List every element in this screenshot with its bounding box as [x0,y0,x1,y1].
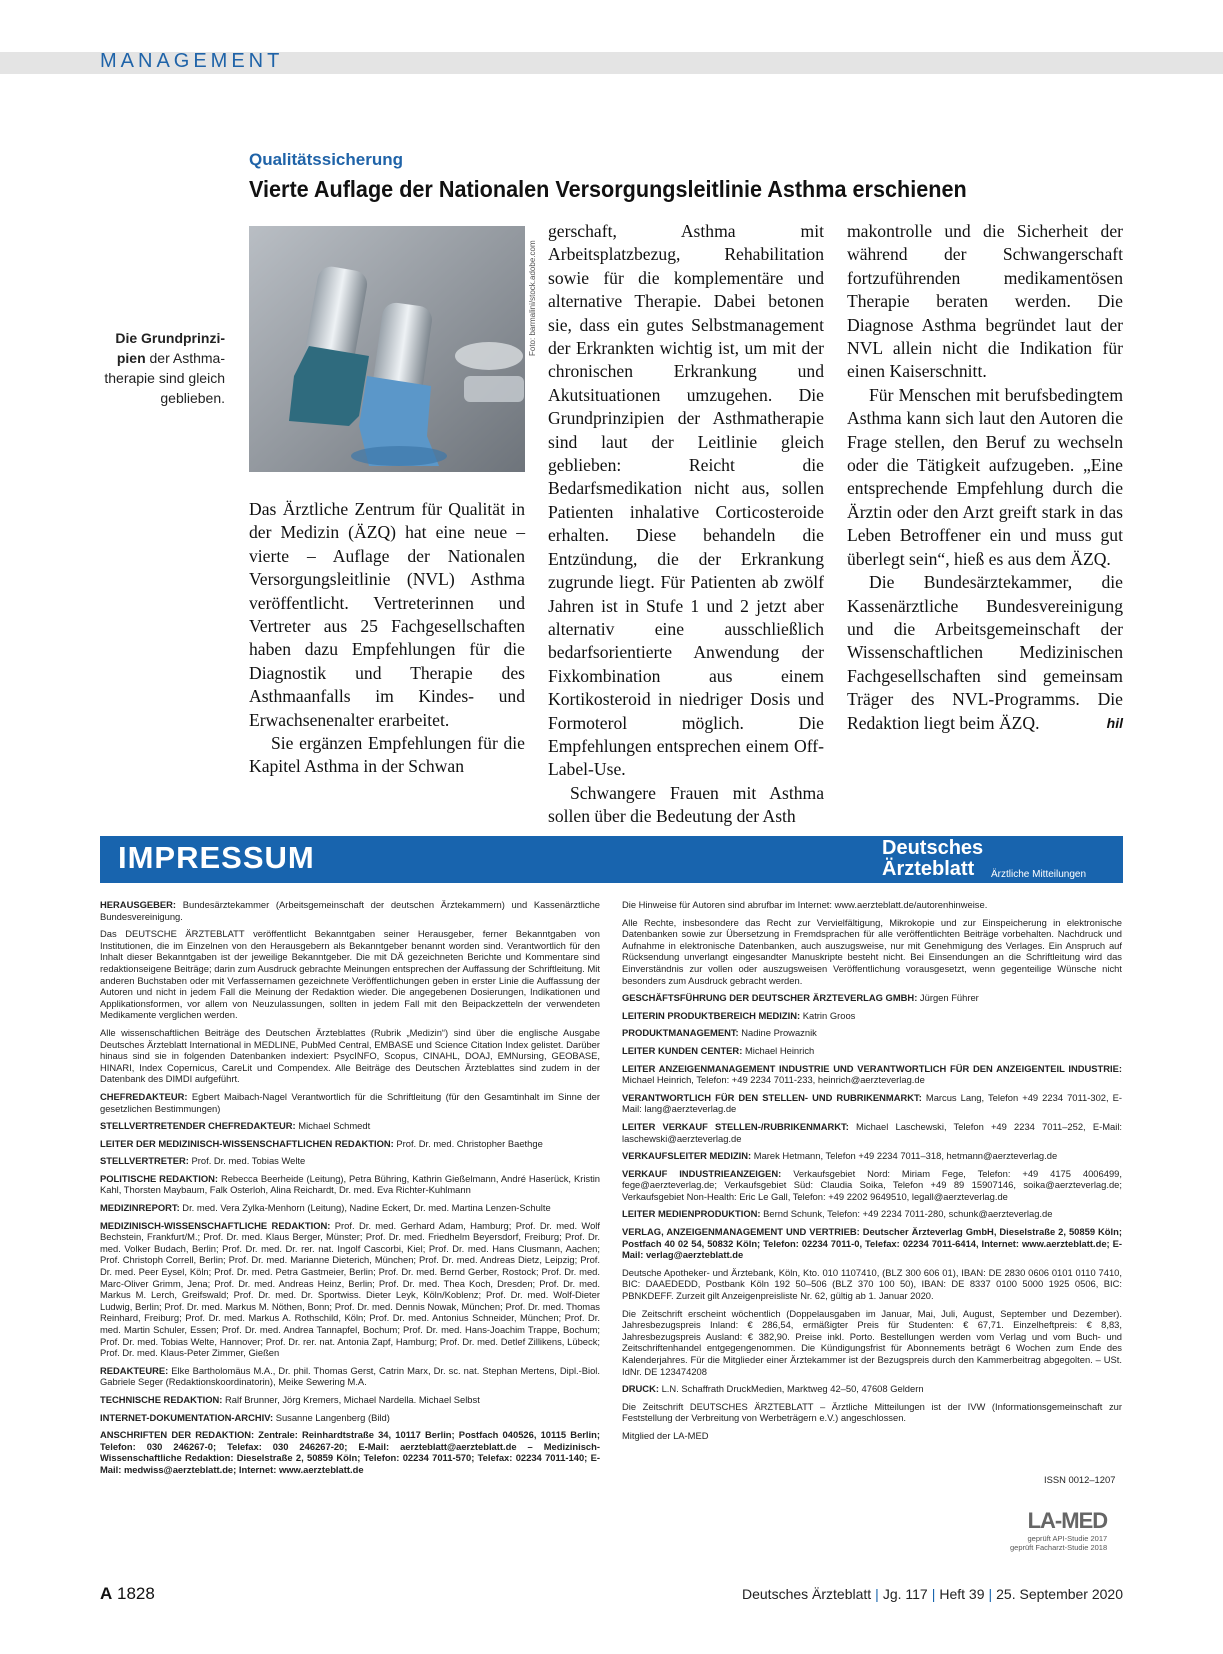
impressum-entry [622,1027,1122,1039]
impressum-entry-label: POLITISCHE REDAKTION: [100,1172,219,1184]
footer-citation: Deutsches Ärzteblatt | Jg. 117 | Heft 39 | 25. September 2020 [742,1586,1123,1602]
footer-issue: Heft 39 [939,1586,985,1602]
article-headline: Vierte Auflage der Nationalen Versorgungsleitlinie Asthma erschienen [249,176,967,202]
impressum-entry-text: Prof. Dr. med. Gerhard Adam, Hamburg; Prof. Dr. med. Wolf Bechstein, Frankfurt/M.; Prof. Dr. med. Klaus Berger, Münster; Prof. Dr. med. Friedhelm Beyersdorf, Freiburg; Prof. Dr. med. Volker Budach, Berlin; Prof. Dr. med. Dr. rer. nat. Ingolf Cascorbi, Kiel; Prof. Dr. med. Hans Clusmann, Aachen; Prof. Christoph Correll, Berlin; Prof. Dr. med. Marianne Dieterich, München; Prof. Dr. med. Andreas Dietz, Leipzig; Prof. Dr. med. Peer Eysel, Köln; Prof. Dr. med. Petra Gastmeier, Berlin; Prof. Dr. med. Bernd Gerber, Rostock; Prof. Dr. med. Marc-Oliver Grimm, Jena; Prof. Dr. med. Andreas Heinz, Berlin; Prof. Dr. med. Thea Koch, Dresden; Prof. Dr. med. Markus M. Lerch, Greifswald; Prof. Dr. med. Dr. Sportwiss. Dieter Leyk, Köln/Koblenz; Prof. Dr. med. Wolf-Dieter Ludwig, Berlin; Prof. Dr. med. Markus M. Nöthen, Bonn; Prof. Dr. med. Dennis Nowak, München; Prof. Dr. med. Thomas Reinhard, Freiburg; Prof. Dr. med. Markus A. Rothschild, Köln; Prof. Dr. med. Antonius Schneider, München; Prof. Dr. med. Martin Schuler, Essen; Prof. Dr. med. Andrea Tannapfel, Bochum; Prof. Dr. med. Hans-Joachim Trappe, Bochum; Prof. Dr. med. Tobias Welte, Hannover; Prof. Dr. rer. nat. Antonia Zapf, Hamburg; Prof. Dr. med. Detlef Zillikens, Lübeck; Prof. Dr. med. Klaus-Peter Zimmer, Gießen [100,1219,600,1359]
impressum-entry [622,1045,1122,1057]
impressum-entry-label: ANSCHRIFTEN DER REDAKTION: Zentrale: Reinhardtstraße 34, 10117 Berlin; Postfach 040526, 10115 Berlin; Telefon: 030 246267-0; Telefax: 030 246267-20; E-Mail: aerzteblatt@aerzteblatt.de – Medizinisch-Wissenschaftliche Redaktion: Dieselstraße 2, 50859 Köln; Telefon: 02234 7011-570; Telefax: 02234 7011-140; E-Mail: medwiss@aerzteblatt.de; Internet: www.aerzteblatt.de [100,1429,600,1475]
impressum-entry-label: INTERNET-DOKUMENTATION-ARCHIV: [100,1411,274,1423]
footer-volume: Jg. 117 [882,1586,928,1602]
photo-caption [100,328,225,408]
section-label: MANAGEMENT [100,50,284,72]
impressum-entry-label: HERAUSGEBER: [100,899,177,910]
photo-credit: Foto: barmalini/stock.adobe.com [528,240,537,356]
impressum-entry [622,899,1122,911]
impressum-entry [622,992,1122,1004]
impressum-entry-label: DRUCK: [622,1383,659,1395]
footer-journal: Deutsches Ärzteblatt [742,1586,872,1602]
impressum-title: IMPRESSUM [118,840,315,875]
lamed-logo [1010,1508,1107,1552]
paragraph: gerschaft, Asthma mit Arbeitsplatzbezug, Rehabilitation sowie für die komplementäre und alternative Therapie. Dabei betonen sie, dass ein gutes Selbstmanagement der Erkrankten wichtig ist, um mit der chronischen Erkrankung und Akutsituationen umzugehen. Die Grundprinzipien der Asthmatherapie sind laut der Leitlinie gleich geblieben: Reicht die Bedarfsmedikation nicht aus, sollen Patienten inhalative Corticosteroide erhalten. Diese behandeln die Entzündung, die der Erkrankung zugrunde liegt. Für Patienten ab zwölf Jahren ist in Stufe 1 und 2 jetzt aber alternativ eine ausschließlich bedarfsorientierte Anwendung der Fixkombination aus einem Kortikosteroid in niedriger Dosis und Formoterol möglich. Die Empfehlungen entsprechen einem Off-Label-Use. [548,221,824,780]
impressum-entry-text: Rebecca Beerheide (Leitung), Petra Bühring, Kathrin Gießelmann, André Haserück, Kristin Kahl, Thorsten Maybaum, Falk Osterloh, Alina Reichardt, Dr. med. Eva Richter-Kuhlmann [100,1172,600,1196]
impressum-entry-text: Susanne Langenberg (Bild) [275,1411,390,1423]
page-number-value: 1828 [117,1584,155,1603]
impressum-column-right [622,899,1122,1448]
impressum-entry [100,1091,600,1114]
impressum-entry-text: Michael Laschewski, Telefon +49 2234 7011–252, E-Mail: laschewski@aerzteverlag.de [622,1120,1123,1144]
impressum-entry-text: Alle Rechte, insbesondere das Recht zur Vervielfältigung, Mikrokopie und zur Einspeicherung in elektronische Datenbanken sowie zur Übersetzung in Fremdsprachen für alle veröffentlichten Beiträge vorbehalten. Nachdruck und Aufnahme in elektronische Datenbanken, auch auszugsweise, nur mit Genehmigung des Verlages. Ein Anspruch auf Rücksendung unverlangt eingesandter Manuskripte besteht nicht. Bei Einsendungen an die Schriftleitung wird das Einverständnis zur vollen oder auszugsweisen Veröffentlichung vorausgesetzt, wenn gegenteilige Wünsche nicht besonders zum Ausdruck gebracht werden. [622,916,1122,986]
paragraph: Schwangere Frauen mit Asthma sollen über die Bedeutung der Asth [548,782,824,827]
impressum-entry [100,899,600,922]
impressum-column-left [100,899,600,1482]
footer-date: 25. September 2020 [996,1586,1123,1602]
impressum-entry-label: VERANTWORTLICH FÜR DEN STELLEN- UND RUBRIKENMARKT: [622,1091,922,1103]
caption-text: der Asthmatherapie sind gleich geblieben. [104,350,225,406]
impressum-entry-text: Dr. med. Vera Zylka-Menhorn (Leitung), Nadine Eckert, Dr. med. Martina Lenzen-Schulte [182,1202,551,1214]
article-photo [249,226,525,472]
impressum-entry-label: LEITERIN PRODUKTBEREICH MEDIZIN: [622,1009,801,1021]
impressum-entry-text: Katrin Groos [802,1009,856,1021]
impressum-entry [100,1412,600,1424]
lamed-note: geprüft API-Studie 2017 [1027,1534,1108,1543]
journal-logo-subtitle: Ärztliche Mitteilungen [991,869,1087,880]
impressum-entry-text: Deutsche Apotheker- und Ärztebank, Köln, Kto. 010 1107410, (BLZ 300 606 01), IBAN: DE 2830 0606 0101 0110 7410, BIC: DAAEDEDD, Postbank Köln 192 50–506 (BLZ 370 100 50), IBAN: DE 8337 0100 5000 1925 0506, BIC: PBNKDEFF. Zurzeit gilt Anzeigenpreisliste Nr. 62, gültig ab 1. Januar 2020. [622,1266,1122,1302]
impressum-entry-text: Michael Heinrich, Telefon: +49 2234 7011-233, heinrich@aerzteverlag.de [622,1074,925,1086]
impressum-entry [622,1150,1122,1162]
inhaler-image [249,226,525,472]
impressum-entry [622,917,1122,987]
article-column-3 [847,220,1123,735]
impressum-entry [622,1168,1122,1203]
impressum-entry-label: MEDIZINISCH-WISSENSCHAFTLICHE REDAKTION: [100,1219,331,1231]
impressum-entry-label: VERKAUFSLEITER MEDIZIN: [622,1150,752,1162]
impressum-entry [622,1092,1122,1115]
impressum-entry [100,1202,600,1214]
impressum-entry [622,1308,1122,1378]
impressum-entry-text: Bundesärztekammer (Arbeitsgemeinschaft der deutschen Ärztekammern) und Kassenärztliche Bundesvereinigung. [100,899,600,922]
impressum-entry [100,1155,600,1167]
impressum-entry-text: Bernd Schunk, Telefon: +49 2234 7011-280, schunk@aerzteverlag.de [763,1208,1053,1220]
impressum-entry [100,1429,600,1475]
impressum-entry [622,1383,1122,1395]
impressum-entry-text: Ralf Brunner, Jörg Kremers, Michael Nardella. Michael Selbst [225,1393,480,1405]
impressum-entry [622,1401,1122,1424]
impressum-entry-label: LEITER KUNDEN CENTER: [622,1044,743,1056]
impressum-entry-label: PRODUKTMANAGEMENT: [622,1027,739,1039]
impressum-entry-label: GESCHÄFTSFÜHRUNG DER DEUTSCHER ÄRZTEVERLAG GMBH: [622,992,918,1004]
paragraph-text: Die Bundesärztekammer, die Kassenärztliche Bundesvereinigung und die Arbeitsgemeinschaft der Wissenschaftlichen Medizinischen Fachgesellschaften sind gemeinsam Träger des NVL-Programms. Die Redaktion liegt beim ÄZQ. [847,572,1123,733]
impressum-entry [100,1394,600,1406]
impressum-entry-label: VERKAUF INDUSTRIEANZEIGEN: [622,1167,782,1179]
impressum-entry-text: Egbert Maibach-Nagel Verantwortlich für die Schriftleitung (für den Gesamtinhalt im Sinne der gesetzlichen Bestimmungen) [100,1090,600,1114]
impressum-entry [100,928,600,1021]
paragraph: Das Ärztliche Zentrum für Qualität in der Medizin (ÄZQ) hat eine neue – vierte – Auflage der Nationalen Versorgungsleitlinie (NVL) Asthma veröffentlicht. Vertreterinnen und Vertreter aus 25 Fachgesellschaften haben dazu Empfehlungen für die Diagnostik und Therapie des Asthmaanfalls im Kindes- und Erwachsenenalter erarbeitet. [249,499,525,730]
impressum-entry [100,1138,600,1150]
impressum-entry-label: LEITER ANZEIGENMANAGEMENT INDUSTRIE UND VERANTWORTLICH FÜR DEN ANZEIGENTEIL INDUSTRIE: [622,1062,1122,1074]
impressum-entry-text: Jürgen Führer [919,992,979,1004]
issn: ISSN 0012–1207 [1044,1474,1116,1485]
impressum-entry-label: LEITER DER MEDIZINISCH-WISSENSCHAFTLICHEN REDAKTION: [100,1137,394,1149]
author-initials: hil [1106,714,1123,731]
impressum-entry-text: L.N. Schaffrath DruckMedien, Marktweg 42–50, 47608 Geldern [661,1383,924,1395]
caption-bold: Die Grundprinzipien [115,330,225,366]
impressum-entry-label: CHEFREDAKTEUR: [100,1090,188,1102]
impressum-entry-text: Das DEUTSCHE ÄRZTEBLATT veröffentlicht Bekanntgaben seiner Herausgeber, ferner Bekanntgaben von Institutionen, die im Einzelnen von den Herausgebern als Bekanntgeber benannt worden sind. Verantwortlich für den Inhalt dieser Bekanntgaben ist der jeweilige Bekanntgeber. Die mit DÄ gezeichneten Berichte und Kommentare sind redaktionseigene Beiträge; darin zum Ausdruck gebrachte Meinungen entsprechen der Auffassung der Schriftleitung. Mit anderen Buchstaben oder mit Verfassernamen gezeichnete Veröffentlichungen geben in erster Linie die Auffassung der Autoren und nicht in jedem Fall die Meinung der Redaktion wieder. Die angegebenen Dosierungen, Indikationen und Applikationsformen, vor allem von Neuzulassungen, sollten in jedem Fall mit den Beipackzetteln der verwendeten Medikamente verglichen werden. [100,928,600,1021]
impressum-entry [100,1027,600,1085]
lamed-note: geprüft Facharzt-Studie 2018 [1010,1543,1108,1552]
impressum-entry-text: Alle wissenschaftlichen Beiträge des Deutschen Ärzteblattes (Rubrik „Medizin“) sind über die englische Ausgabe Deutsches Ärzteblatt International in MEDLINE, PubMed Central, EMBASE und Science Citation Index gelistet. Darüber hinaus sind sie in folgenden Datenbanken indexiert: PsycINFO, Scopus, CINAHL, DOAJ, EMNursing, GEOBASE, HINARI, Index Copernicus, CareLit und Compendex. Alle Beiträge des Deutschen Ärzteblattes sind zudem in der Datenbank des DIMDI aufgeführt. [100,1026,600,1085]
lamed-logo-text: LA-MED [1027,1508,1108,1533]
impressum-entry [622,1430,1122,1442]
impressum-entry-text: Prof. Dr. med. Tobias Welte [191,1155,306,1167]
page-number [100,1584,155,1604]
paragraph [847,571,1123,735]
impressum-entry [622,1267,1122,1302]
paragraph: Für Menschen mit berufsbedingtem Asthma kann sich laut den Autoren die Frage stellen, den Beruf zu wechseln oder die Tätigkeit aufzugeben. „Eine entsprechende Empfehlung durch die Ärztin oder den Arzt greift stark in das Leben Betroffener ein und muss gut überlegt sein“, hieß es aus dem ÄZQ. [847,384,1123,569]
article-column-1 [249,498,525,779]
impressum-entry [100,1220,600,1359]
impressum-entry-text: Die Zeitschrift erscheint wöchentlich (Doppelausgaben im Januar, Mai, Juli, August, September und Dezember). Jahresbezugspreis Inland: € 286,54, ermäßigter Preis für Studenten: € 67,71. Einzelheftpreis: € 8,83, Jahresbezugspreis Ausland: € 382,90. Preise inkl. Porto. Bestellungen werden vom Verlag und vom Buch- und Zeitschriftenhandel entgegengenommen. Die Kündigungsfrist für Abonnements beträgt 6 Wochen zum Ende des Kalenderjahres. Für die Mitglieder einer Ärztekammer ist der Bezugspreis durch den Kammerbeitrag abgegolten. – USt. IdNr. DE 123474208 [622,1307,1122,1377]
impressum-entry-text: Elke Bartholomäus M.A., Dr. phil. Thomas Gerst, Catrin Marx, Dr. sc. nat. Stephan Mertens, Dipl.-Biol. Gabriele Seger (Redaktionskoordinatorin), Meike Sewering M.A. [100,1364,600,1388]
impressum-entry-label: MEDIZINREPORT: [100,1202,180,1214]
paragraph: Sie ergänzen Empfehlungen für die Kapitel Asthma in der Schwan [249,733,525,777]
impressum-entry-text: Prof. Dr. med. Christopher Baethge [396,1137,543,1149]
impressum-entry-text: Michael Heinrich [744,1044,815,1056]
impressum-entry [100,1365,600,1388]
article-column-2 [548,220,824,829]
impressum-entry-label: STELLVERTRETER: [100,1155,189,1167]
impressum-entry [622,1121,1122,1144]
impressum-entry-text: Die Zeitschrift DEUTSCHES ÄRZTEBLATT – Ärztliche Mitteilungen ist der IVW (Informationsgemeinschaft zur Feststellung der Verbreitung von Werbeträgern e.V.) angeschlossen. [622,1400,1122,1424]
impressum-entry [622,1063,1122,1086]
impressum-entry-text: Die Hinweise für Autoren sind abrufbar im Internet: www.aerzteblatt.de/autorenhinweise. [622,899,988,910]
journal-logo-line1: Deutsches [882,837,984,859]
paragraph: makontrolle und die Sicherheit der während der Schwangerschaft fortzuführenden medikamentösen Therapie beraten werden. Die Diagnose Asthma begründet laut der NVL allein nicht die Indikation für einen Kaiserschnitt. [847,221,1123,382]
journal-logo-line2: Ärzteblatt [882,858,975,880]
impressum-entry [622,1010,1122,1022]
article-kicker: Qualitätssicherung [249,150,403,169]
impressum-entry [622,1226,1122,1261]
impressum-entry-text: Mitglied der LA-MED [622,1429,709,1441]
impressum-entry-label: REDAKTEURE: [100,1364,169,1376]
impressum-entry-text: Nadine Prowaznik [741,1027,817,1039]
page-prefix: A [100,1584,113,1603]
impressum-entry [100,1120,600,1132]
impressum-entry-label: VERLAG, ANZEIGENMANAGEMENT UND VERTRIEB: Deutscher Ärzteverlag GmbH, Dieselstraße 2, 50859 Köln; Postfach 40 02 54, 50832 Köln; Telefon: 02234 7011-0, Telefax: 02234 7011-6414, Internet: www.aerzteblatt.de; E-Mail: verlag@aerzteblatt.de [622,1226,1122,1261]
impressum-entry-label: LEITER VERKAUF STELLEN-/RUBRIKENMARKT: [622,1120,849,1132]
impressum-entry-label: LEITER MEDIENPRODUKTION: [622,1208,761,1220]
impressum-entry [100,1173,600,1196]
impressum-entry-text: Verkaufsgebiet Nord: Miriam Fege, Telefon: +49 4175 4006499, fege@aerzteverlag.de; Verkaufsgebiet Süd: Claudia Soika, Telefon +49 89 15907146, soika@aerzteverlag.de; Verkaufsgebiet Non-Health: Eric Le Gall, Telefon: +49 2202 9649510, legall@aerzteverlag.de [622,1167,1122,1202]
impressum-entry-text: Marek Hetmann, Telefon +49 2234 7011–318, hetmann@aerzteverlag.de [753,1150,1058,1162]
impressum-entry-label: STELLVERTRETENDER CHEFREDAKTEUR: [100,1120,296,1132]
impressum-entry-text: Michael Schmedt [298,1120,371,1132]
impressum-entry-text: Marcus Lang, Telefon +49 2234 7011-302, E-Mail: lang@aerzteverlag.de [622,1091,1123,1115]
impressum-entry-label: TECHNISCHE REDAKTION: [100,1393,223,1405]
impressum-entry [622,1208,1122,1220]
